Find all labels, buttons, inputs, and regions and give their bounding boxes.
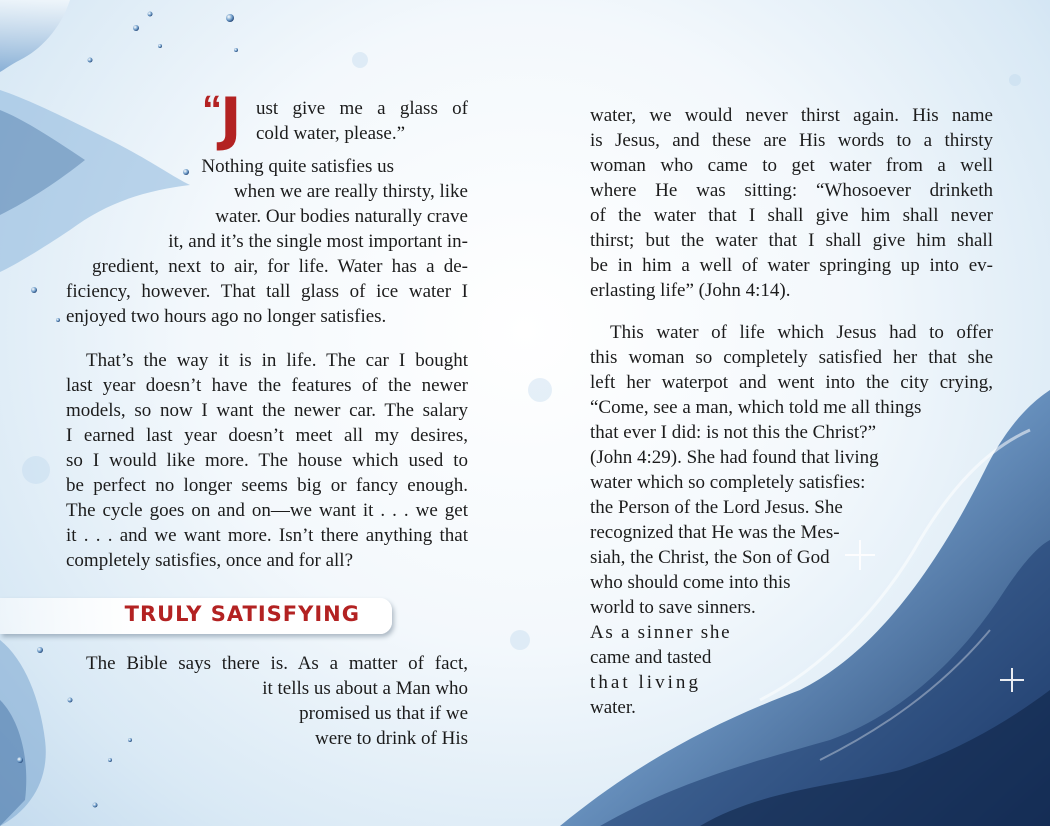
paragraph-line: water, we would never thirst again. His name bbox=[590, 105, 993, 126]
paragraph-line: erlasting life” (John 4:14). bbox=[590, 280, 791, 301]
paragraph-line: thirst; but the water that I shall give him shall bbox=[590, 230, 993, 251]
intro-line-1: ust give me a glass of bbox=[256, 98, 468, 119]
paragraph-line: woman who came to get water from a well bbox=[590, 155, 993, 176]
paragraph-line: Nothing quite satisfies us bbox=[201, 156, 394, 177]
paragraph-line: The Bible says there is. As a matter of fact, bbox=[86, 653, 468, 674]
paragraph-line: This water of life which Jesus had to offer bbox=[610, 322, 993, 343]
paragraph-line: it, and it’s the single most important in- bbox=[168, 231, 468, 252]
right-column bbox=[590, 103, 993, 720]
paragraph-line: it . . . and we want more. Isn’t there anything that bbox=[66, 525, 468, 546]
paragraph-line: when we are really thirsty, like bbox=[233, 181, 468, 202]
paragraph-line: the Person of the Lord Jesus. She bbox=[590, 497, 843, 518]
paragraph-line: siah, the Christ, the Son of God bbox=[590, 547, 830, 568]
paragraph-line: water. bbox=[590, 697, 636, 718]
paragraph-line: last year doesn’t have the features of the newer bbox=[66, 375, 468, 396]
paragraph-line: That’s the way it is in life. The car I bought bbox=[86, 350, 468, 371]
paragraph-line: “Come, see a man, which told me all things bbox=[590, 397, 922, 418]
section-heading-banner bbox=[0, 598, 392, 634]
section-heading: TRULY SATISFYING bbox=[124, 602, 360, 626]
paragraph-line: models, so now I want the newer car. The salary bbox=[66, 400, 468, 421]
paragraph-line: completely satisfies, once and for all? bbox=[66, 550, 354, 571]
paragraph-line: so I would like more. The house which used to bbox=[66, 450, 468, 471]
paragraph-line: As a sinner she bbox=[590, 622, 732, 643]
paragraph-1 bbox=[66, 154, 468, 329]
paragraph-line: enjoyed two hours ago no longer satisfies. bbox=[66, 306, 387, 327]
paragraph-line: The cycle goes on and on—we want it . . . we get bbox=[66, 500, 468, 521]
paragraph-line: world to save sinners. bbox=[590, 597, 756, 618]
paragraph-line: (John 4:29). She had found that living bbox=[590, 447, 879, 468]
paragraph-line: ficiency, however. That tall glass of ice water I bbox=[66, 281, 468, 302]
paragraph-line: gredient, next to air, for life. Water has a de- bbox=[92, 256, 468, 277]
opening-line bbox=[66, 85, 468, 153]
paragraph-line: that ever I did: is not this the Christ?” bbox=[590, 422, 877, 443]
paragraph-line: of the water that I shall give him shall never bbox=[590, 205, 993, 226]
open-quote-mark: “ bbox=[202, 88, 222, 132]
paragraph-2 bbox=[66, 348, 468, 573]
intro-line-2: cold water, please.” bbox=[256, 123, 406, 144]
paragraph-line: be in him a well of water springing up into ev- bbox=[590, 255, 993, 276]
paragraph-line: came and tasted bbox=[590, 647, 712, 668]
paragraph-line: it tells us about a Man who bbox=[262, 678, 468, 699]
paragraph-line: I earned last year doesn’t meet all my desires, bbox=[66, 425, 468, 446]
paragraph-line: be perfect no longer seems big or fancy enough. bbox=[66, 475, 468, 496]
left-column bbox=[66, 85, 468, 573]
paragraph-line: water. Our bodies naturally crave bbox=[215, 206, 468, 227]
paragraph-line: recognized that He was the Mes- bbox=[590, 522, 840, 543]
paragraph-3 bbox=[590, 103, 993, 303]
paragraph-line: water which so completely satisfies: bbox=[590, 472, 866, 493]
paragraph-line: left her waterpot and went into the city crying, bbox=[590, 372, 993, 393]
left-column-continued bbox=[66, 651, 468, 751]
paragraph-line: that living bbox=[590, 672, 702, 693]
paragraph-line: promised us that if we bbox=[299, 703, 468, 724]
paragraph-line: is Jesus, and these are His words to a thirsty bbox=[590, 130, 993, 151]
paragraph-line: this woman so completely satisfied her that she bbox=[590, 347, 993, 368]
drop-cap-letter: J bbox=[220, 85, 242, 153]
paragraph-4 bbox=[590, 320, 993, 720]
paragraph-line: who should come into this bbox=[590, 572, 791, 593]
paragraph-line: were to drink of His bbox=[314, 728, 468, 749]
paragraph-line: where He was sitting: “Whosoever drinketh bbox=[590, 180, 993, 201]
